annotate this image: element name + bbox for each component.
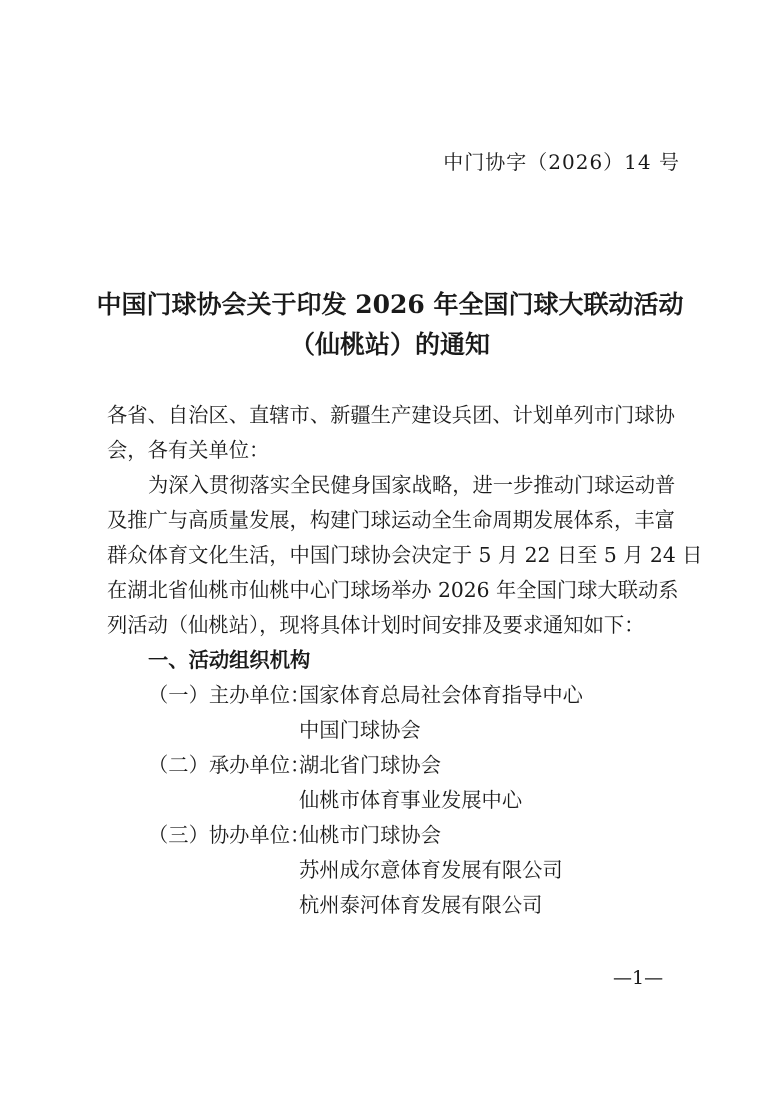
document-body xyxy=(107,398,703,923)
intro-line-5: 列活动（仙桃站），现将具体计划时间安排及要求通知如下： xyxy=(107,613,645,637)
co-organizer-value: 仙桃市门球协会 xyxy=(299,823,441,847)
document-number: 中门协字（2026）14 号 xyxy=(443,150,680,174)
host-value: 湖北省门球协会 xyxy=(299,753,441,777)
title-line-2: （仙桃站）的通知 xyxy=(289,330,490,359)
host-value: 仙桃市体育事业发展中心 xyxy=(299,788,523,812)
co-organizer-row xyxy=(107,818,697,853)
intro-line-2: 及推广与高质量发展，构建门球运动全生命周期发展体系，丰富 xyxy=(107,508,675,532)
intro-line-3: 群众体育文化生活，中国门球协会决定于 5 月 22 日至 5 月 24 日 xyxy=(107,543,703,567)
co-organizer-row xyxy=(107,853,697,888)
host-row xyxy=(107,783,697,818)
organizer-value: 国家体育总局社会体育指导中心 xyxy=(299,683,583,707)
page-number: —1— xyxy=(613,967,664,989)
host-label-spacer xyxy=(148,783,299,818)
co-organizer-value: 杭州泰河体育发展有限公司 xyxy=(299,893,543,917)
co-organizer-label-spacer xyxy=(148,888,299,923)
co-organizer-row xyxy=(107,888,697,923)
organizer-value: 中国门球协会 xyxy=(299,718,421,742)
organizer-label: （一）主办单位： xyxy=(148,683,311,707)
co-organizer-label-spacer xyxy=(148,853,299,888)
section-heading: 一、活动组织机构 xyxy=(148,648,311,672)
organizer-row xyxy=(107,713,697,748)
document-title xyxy=(60,285,720,365)
host-row xyxy=(107,748,697,783)
intro-line-1: 为深入贯彻落实全民健身国家战略，进一步推动门球运动普 xyxy=(148,473,676,497)
intro-line-4: 在湖北省仙桃市仙桃中心门球场举办 2026 年全国门球大联动系 xyxy=(107,578,679,602)
salutation-line-1: 各省、自治区、直辖市、新疆生产建设兵团、计划单列市门球协 xyxy=(107,403,675,427)
organizer-label-spacer xyxy=(148,713,299,748)
host-label: （二）承办单位： xyxy=(148,753,311,777)
co-organizer-label: （三）协办单位： xyxy=(148,823,311,847)
title-line-1: 中国门球协会关于印发 2026 年全国门球大联动活动 xyxy=(96,290,684,319)
salutation-line-2: 会，各有关单位： xyxy=(107,438,270,462)
organizer-row xyxy=(107,678,697,713)
co-organizer-value: 苏州成尔意体育发展有限公司 xyxy=(299,858,563,882)
